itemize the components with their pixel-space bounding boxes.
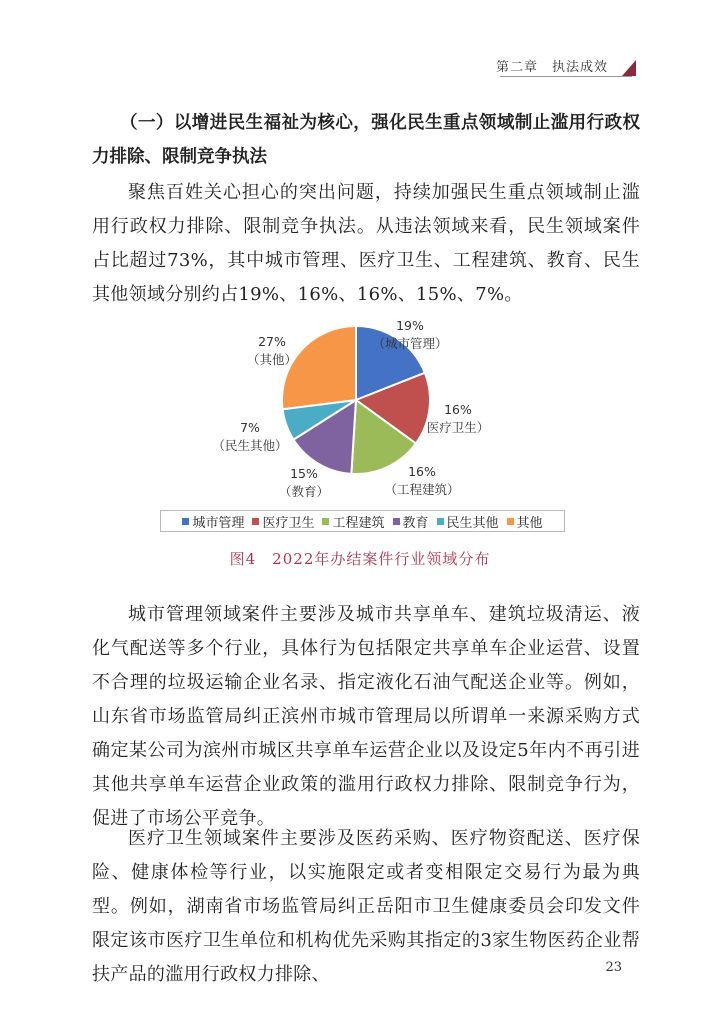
slice-percent-label: 16% bbox=[444, 402, 472, 417]
legend-label: 教育 bbox=[402, 515, 429, 531]
slice-percent-label: 19% bbox=[396, 318, 424, 333]
chart-legend bbox=[160, 510, 565, 532]
slice-percent-label: 27% bbox=[258, 334, 286, 349]
section-title: （一）以增进民生福祉为核心，强化民生重点领域制止滥用行政权力排除、限制竞争执法 bbox=[92, 113, 640, 167]
legend-item bbox=[437, 512, 499, 531]
legend-label: 民生其他 bbox=[446, 515, 499, 531]
legend-item bbox=[322, 512, 384, 531]
paragraph-2: 城市管理领域案件主要涉及城市共享单车、建筑垃圾清运、液化气配送等多个行业，具体行为包括限定共享单车企业运营、设置不合理的垃圾运输企业名录、指定液化石油气配送企业等。例如，山东省市场监管局纠正滨州市城市管理局以所谓单一来源采购方式确定某公司为滨州市城区共享单车运营企业以及设定5年内不再引进其他共享单车运营企业政策的滥用行政权力排除、限制竞争行为，促进了市场公平竞争。 bbox=[92, 604, 640, 829]
slice-name-label: （民生其他） bbox=[212, 438, 288, 453]
legend-swatch bbox=[252, 518, 259, 525]
slice-name-label: （教育） bbox=[278, 484, 330, 499]
slice-name-label: （城市管理） bbox=[372, 336, 448, 351]
slice-percent-label: 16% bbox=[408, 464, 436, 479]
legend-item bbox=[182, 512, 244, 531]
pie-chart-svg bbox=[160, 316, 580, 506]
legend-label: 工程建筑 bbox=[332, 515, 385, 531]
legend-swatch bbox=[182, 518, 189, 525]
legend-swatch bbox=[437, 518, 444, 525]
header-triangle-icon bbox=[622, 60, 636, 76]
legend-swatch bbox=[393, 518, 400, 525]
page-number: 23 bbox=[605, 960, 622, 975]
paragraph-3: 医疗卫生领域案件主要涉及医药采购、医疗物资配送、医疗保险、健康体检等行业，以实施限定或者变相限定交易行为最为典型。例如，湖南省市场监管局纠正岳阳市卫生健康委员会印发文件限定该市医疗卫生单位和机构优先采购其指定的3家生物医药企业帮扶产品的滥用行政权力排除、 bbox=[92, 828, 640, 985]
legend-label: 医疗卫生 bbox=[262, 515, 315, 531]
slice-name-label: （其他） bbox=[246, 352, 298, 367]
paragraph-1: 聚焦百姓关心担心的突出问题，持续加强民生重点领域制止滥用行政权力排除、限制竞争执法。从违法领域来看，民生领域案件占比超过73%，其中城市管理、医疗卫生、工程建筑、教育、民生其他领域分别约占19%、16%、16%、15%、7%。 bbox=[92, 182, 640, 305]
pie-chart bbox=[160, 316, 580, 541]
slice-percent-label: 7% bbox=[240, 420, 260, 435]
legend-item bbox=[507, 512, 543, 531]
legend-swatch bbox=[507, 518, 514, 525]
legend-label: 其他 bbox=[516, 515, 543, 531]
legend-swatch bbox=[322, 518, 329, 525]
page-header bbox=[0, 0, 720, 80]
slice-name-label: （工程建筑） bbox=[384, 482, 460, 497]
pie-slice-6 bbox=[282, 326, 356, 409]
figure-caption: 图4 2022年办结案件行业领域分布 bbox=[229, 550, 491, 568]
legend-label: 城市管理 bbox=[192, 515, 245, 531]
slice-percent-label: 15% bbox=[290, 466, 318, 481]
chapter-title: 第二章 执法成效 bbox=[495, 60, 608, 75]
legend-item bbox=[252, 512, 314, 531]
legend-item bbox=[393, 512, 429, 531]
header-rule bbox=[500, 76, 632, 77]
slice-name-label: 医疗卫生） bbox=[426, 420, 490, 435]
